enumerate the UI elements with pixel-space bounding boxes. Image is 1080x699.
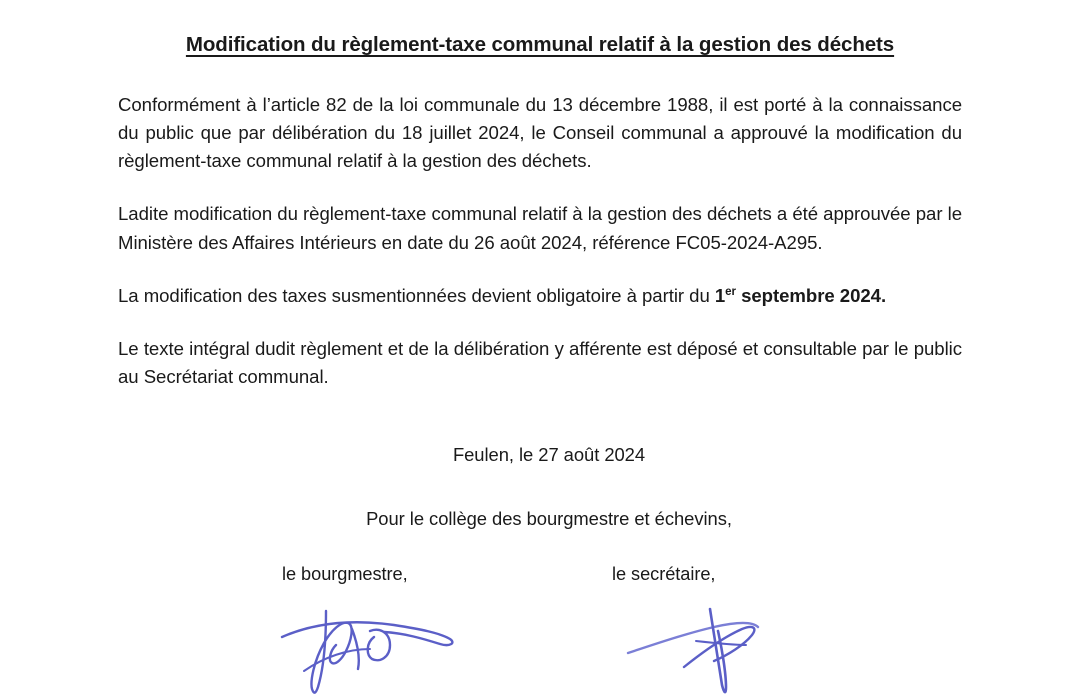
on-behalf-of-line: Pour le collège des bourgmestre et échevins, (366, 507, 732, 529)
handwritten-signature-icon (618, 589, 822, 699)
signatory-label-mayor: le bourgmestre, (282, 563, 408, 584)
paragraph-3 (118, 282, 962, 310)
paragraph-4: Le texte intégral dudit règlement et de la délibération y afférente est déposé et consultable par le public au Secrétariat communal. (118, 338, 962, 388)
effective-date-rest: septembre 2024. (735, 284, 887, 306)
paragraph-1: Conformément à l’article 82 de la loi communale du 13 décembre 1988, il est porté à la connaissance du public que par délibération du 18 juillet 2024, le Conseil communal a approuvé la modification du règlement-taxe communal relatif à la gestion des déchets. (118, 93, 962, 172)
handwritten-signature-icon (274, 589, 492, 699)
closing-block (118, 444, 962, 699)
effective-date-ordinal-suffix: er (725, 285, 736, 298)
place-and-date: Feulen, le 27 août 2024 (452, 443, 646, 465)
signature-block-secretary (612, 564, 822, 699)
signature-block-mayor (282, 564, 492, 699)
page-title: Modification du règlement-taxe communal relatif à la gestion des déchets (185, 33, 895, 56)
paragraph-3-prefix: La modification des taxes susmentionnées devient obligatoire à partir du (118, 284, 715, 306)
signatory-label-secretary: le secrétaire, (612, 563, 716, 584)
effective-date-number: 1 (714, 284, 726, 306)
effective-date-emphasis (715, 285, 886, 306)
signature-row (118, 564, 962, 699)
paragraph-2: Ladite modification du règlement-taxe communal relatif à la gestion des déchets a été approuvée par le Ministère des Affaires Intérieurs en date du 26 août 2024, référence FC05-2024-A295. (118, 203, 962, 253)
